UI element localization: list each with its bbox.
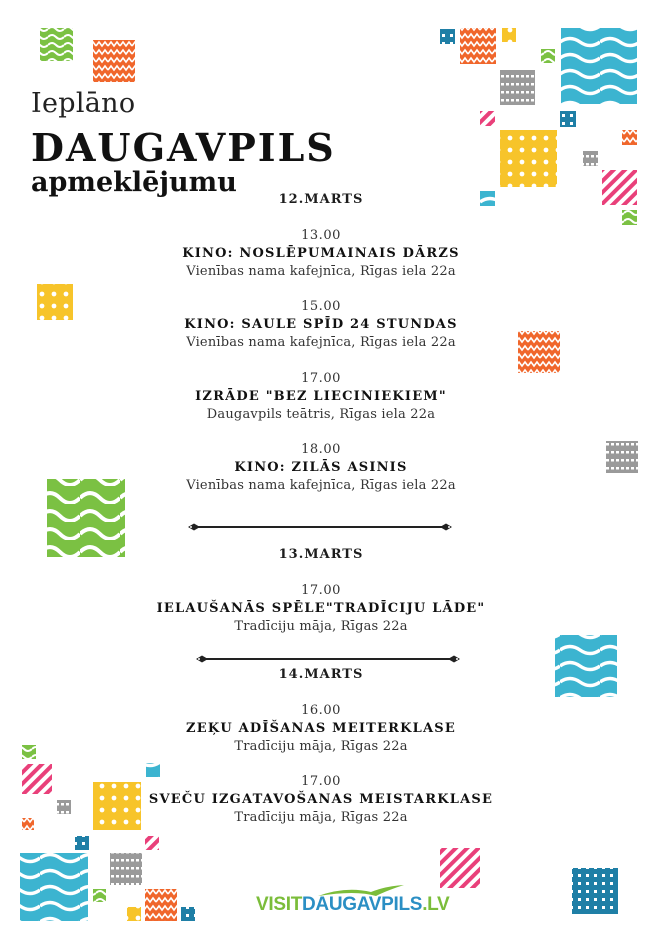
event-item [0,441,642,495]
logo-text-lv: .LV [422,894,450,915]
tile-navy [181,907,195,921]
tile-pink [480,111,495,126]
event-time: 17.00 [301,774,341,789]
tile-navy [560,111,576,127]
tile-pink [145,836,159,850]
event-item [0,702,642,756]
event-place: Tradīciju māja, Rīgas 22a [234,810,408,825]
event-name: KINO: SAULE SPĪD 24 STUNDAS [184,317,458,332]
event-place: Tradīciju māja, Rīgas 22a [234,619,408,634]
tile-green [541,49,555,63]
event-place: Vienības nama kafejnīca, Rīgas iela 22a [186,264,456,279]
tile-gray [110,853,142,885]
tile-blue [561,28,637,104]
event-name: SVEČU IZGATAVOŠANAS MEISTARKLASE [148,792,494,807]
event-name: IZRĀDE "BEZ LIECINIEKIEM" [195,389,447,404]
event-time: 17.00 [301,371,341,386]
day-header: 13.MARTS [278,547,364,562]
visitdaugavpils-logo[interactable] [256,890,450,918]
tile-green [40,28,73,61]
tile-navy [440,29,455,44]
tile-navy [75,836,89,850]
day-header: 12.MARTS [278,192,364,207]
event-time: 17.00 [301,583,341,598]
event-time: 15.00 [301,299,341,314]
event-place: Vienības nama kafejnīca, Rīgas iela 22a [186,478,456,493]
tile-blue [555,635,617,697]
ornament-divider [188,522,452,532]
day-header: 14.MARTS [278,667,364,682]
event-name: ZEĶU ADĪŠANAS MEITERKLASE [186,721,456,736]
event-place: Vienības nama kafejnīca, Rīgas iela 22a [186,335,456,350]
divider-line [206,658,450,660]
tile-gray [583,151,598,166]
divider-line [198,526,442,528]
event-item [0,227,642,281]
event-time: 18.00 [301,442,341,457]
logo-text-visit: VISIT [256,894,303,915]
tile-gray [500,70,535,105]
tile-green [622,210,637,225]
event-place: Daugavpils teātris, Rīgas iela 22a [206,407,436,422]
tile-green [93,889,106,902]
event-name: KINO: ZILĀS ASINIS [234,460,408,475]
logo-text-daugavpils: DAUGAVPILS [302,894,423,915]
title-line-3: apmeklējumu [31,167,237,198]
tile-orange [460,28,496,64]
divider-ornament-right [446,654,460,664]
logo-text [256,894,449,916]
tile-yellow [127,907,141,921]
event-name: IELAUŠANĀS SPĒLE"TRADĪCIJU LĀDE" [156,601,486,616]
event-place: Tradīciju māja, Rīgas 22a [234,739,408,754]
event-item [0,370,642,424]
title-line-2: DAUGAVPILS [31,125,336,170]
divider-ornament-right [438,522,452,532]
event-item [0,298,642,352]
tile-navy [572,868,618,914]
title-line-1: Ieplāno [31,88,136,119]
tile-yellow [502,28,516,42]
event-time: 13.00 [301,228,341,243]
event-name: KINO: NOSLĒPUMAINAIS DĀRZS [182,246,460,261]
ornament-divider [196,654,460,664]
tile-yellow [500,130,557,187]
tile-orange [622,130,637,145]
event-item [0,773,642,827]
tile-orange [93,40,135,82]
tile-orange [145,889,177,921]
tile-blue [20,853,88,921]
event-item [0,582,642,636]
event-time: 16.00 [301,703,341,718]
tile-pink [440,848,480,888]
